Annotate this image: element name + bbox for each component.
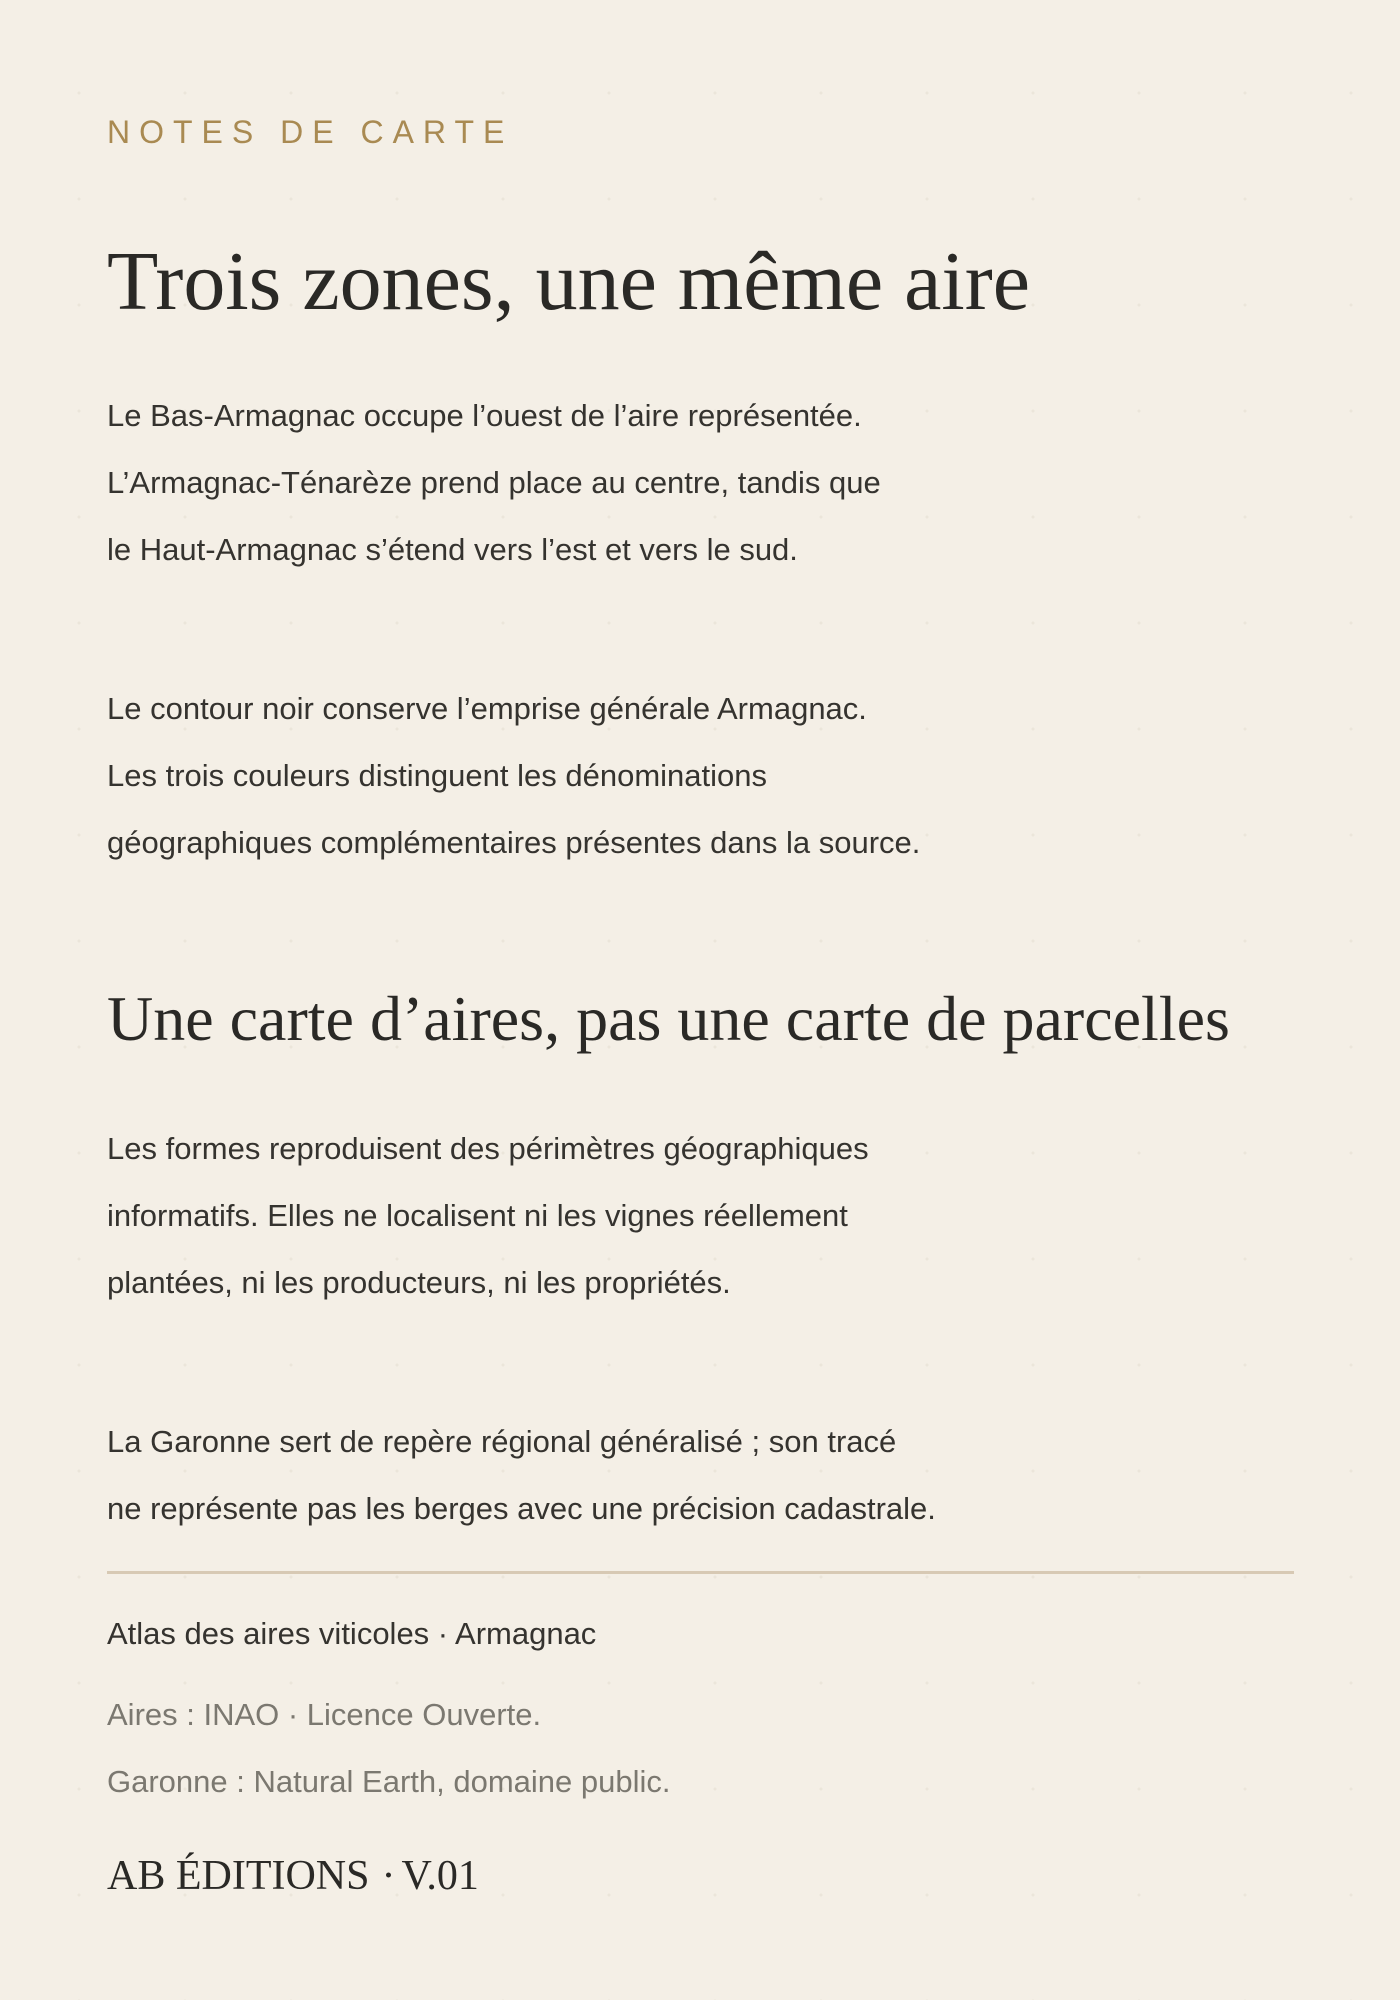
source-credit-river: Garonne : Natural Earth, domaine public.	[107, 1764, 671, 1799]
source-credit-areas: Aires : INAO · Licence Ouverte.	[107, 1697, 542, 1732]
footer-divider	[107, 1571, 1294, 1574]
paragraph-garonne	[107, 1408, 936, 1542]
paragraph-line: ne représente pas les berges avec une précision cadastrale.	[107, 1491, 936, 1526]
paragraph-line: le Haut-Armagnac s’étend vers l’est et vers le sud.	[107, 532, 798, 567]
brand-separator: ·	[381, 1853, 396, 1899]
version-label: V.01	[401, 1853, 479, 1899]
section-heading-areas: Une carte d’aires, pas une carte de parcelles	[107, 983, 1230, 1054]
paragraph-line: L’Armagnac-Ténarèze prend place au centre, tandis que	[107, 465, 881, 500]
paragraph-line: géographiques complémentaires présentes dans la source.	[107, 825, 921, 860]
paragraph-line: La Garonne sert de repère régional généralisé ; son tracé	[107, 1424, 897, 1459]
paragraph-line: informatifs. Elles ne localisent ni les vignes réellement	[107, 1198, 848, 1233]
paragraph-line: Le contour noir conserve l’emprise générale Armagnac.	[107, 691, 867, 726]
paragraph-line: Les formes reproduisent des périmètres géographiques	[107, 1131, 869, 1166]
atlas-title: Atlas des aires viticoles · Armagnac	[107, 1616, 597, 1651]
paragraph-shapes	[107, 1115, 869, 1316]
eyebrow-label: NOTES DE CARTE	[107, 114, 514, 150]
paragraph-line: plantées, ni les producteurs, ni les propriétés.	[107, 1265, 731, 1300]
publisher-name: AB ÉDITIONS	[107, 1853, 370, 1899]
paragraph-line: Le Bas-Armagnac occupe l’ouest de l’aire représentée.	[107, 398, 862, 433]
publisher-mark	[107, 1852, 479, 1900]
paragraph-contour	[107, 675, 920, 876]
paragraph-zones	[107, 382, 881, 583]
paragraph-line: Les trois couleurs distinguent les dénominations	[107, 758, 767, 793]
section-heading-zones: Trois zones, une même aire	[107, 235, 1031, 328]
